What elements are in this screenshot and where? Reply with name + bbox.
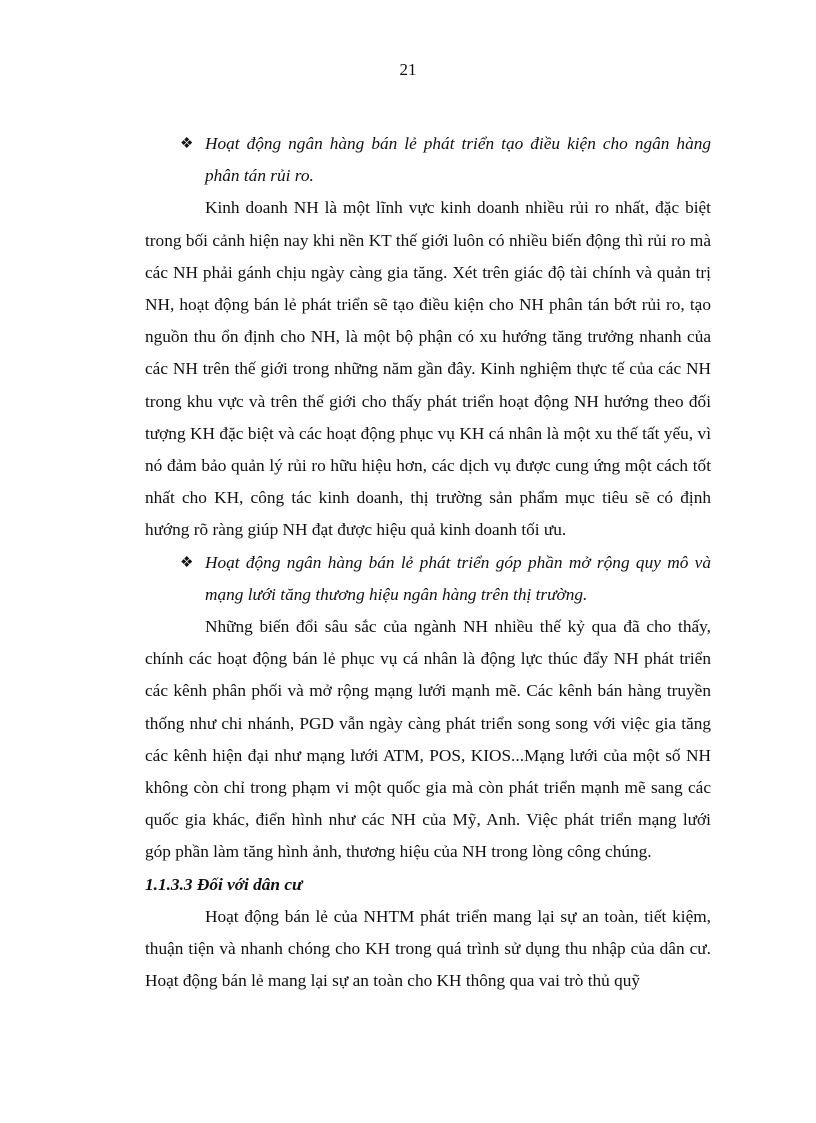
document-body bbox=[145, 128, 711, 997]
diamond-bullet-icon: ❖ bbox=[180, 554, 194, 571]
bullet-text: Hoạt động ngân hàng bán lẻ phát triển tạo điều kiện cho ngân hàng phân tán rủi ro. bbox=[205, 134, 711, 186]
paragraph: Hoạt động bán lẻ của NHTM phát triển mang lại sự an toàn, tiết kiệm, thuận tiện và nhanh chóng cho KH trong quá trình sử dụng thu nhập của dân cư. Hoạt động bán lẻ mang lại sự an toàn cho KH thông qua vai trò thủ quỹ bbox=[145, 906, 711, 991]
paragraph: Những biến đổi sâu sắc của ngành NH nhiều thế kỷ qua đã cho thấy, chính các hoạt động bán lẻ phục vụ cá nhân là động lực thúc đẩy NH phát triển các kênh phân phối và mở rộng mạng lưới mạnh mẽ. Các kênh bán hàng truyền thống như chi nhánh, PGD vẫn ngày càng phát triển song song với việc gia tăng các kênh hiện đại như mạng lưới ATM, POS, KIOS...Mạng lưới của một số NH không còn chỉ trong phạm vi một quốc gia mà còn phát triển mạnh mẽ sang các quốc gia khác, điển hình như các NH của Mỹ, Anh. Việc phát triển mạng lưới góp phần làm tăng hình ảnh, thương hiệu của NH trong lòng công chúng. bbox=[145, 617, 711, 862]
bullet-text: Hoạt động ngân hàng bán lẻ phát triển góp phần mở rộng quy mô và mạng lưới tăng thương hiệu ngân hàng trên thị trường. bbox=[205, 552, 711, 604]
bullet-item-network-expansion bbox=[145, 547, 711, 611]
diamond-bullet-icon: ❖ bbox=[180, 136, 194, 152]
page-number: 21 bbox=[399, 60, 417, 79]
paragraph: Kinh doanh NH là một lĩnh vực kinh doanh nhiều rủi ro nhất, đặc biệt trong bối cảnh hiện nay khi nền KT thế giới luôn có nhiều biến động thì rủi ro mà các NH phải gánh chịu ngày càng gia tăng. Xét trên giác độ tài chính và quản trị NH, hoạt động bán lẻ phát triển sẽ tạo điều kiện cho NH phân tán bớt rủi ro, tạo nguồn thu ổn định cho NH, là một bộ phận có xu hướng tăng trưởng nhanh của các NH trên thế giới trong những năm gần đây. Kinh nghiệm thực tế của các NH trong khu vực và trên thế giới cho thấy phát triển hoạt động NH hướng theo đối tượng KH đặc biệt và các hoạt động phục vụ KH cá nhân là một xu thế tất yếu, vì nó đảm bảo quản lý rủi ro hữu hiệu hơn, các dịch vụ được cung ứng một cách tốt nhất cho KH, công tác kinh doanh, thị trường sản phẩm mục tiêu sẽ có định hướng rõ ràng giúp NH đạt được hiệu quả kinh doanh tối ưu. bbox=[145, 198, 711, 540]
section-heading: 1.1.3.3 Đối với dân cư bbox=[145, 874, 303, 894]
bullet-item-risk-diversification bbox=[145, 128, 711, 192]
